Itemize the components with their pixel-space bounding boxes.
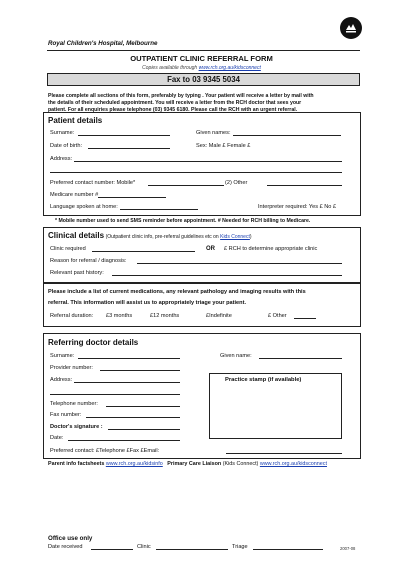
doctor-given-name-label: Given name: [220, 353, 252, 359]
doctor-telephone-label: Telephone number: [50, 401, 98, 407]
patient-details-title: Patient details [48, 116, 103, 125]
office-triage-label: Triage [232, 544, 248, 550]
patient-medicare-label: Medicare number # [50, 192, 99, 198]
referral-reason-label: Reason for referral / diagnosis: [50, 258, 127, 264]
office-use-title: Office use only [48, 535, 93, 542]
patient-language-label: Language spoken at home: [50, 204, 118, 210]
past-history-field[interactable] [112, 275, 342, 276]
rch-logo-mark-icon [340, 17, 362, 39]
footer-links [48, 461, 327, 468]
hospital-name: Royal Children's Hospital, Melbourne [48, 40, 158, 47]
referral-reason-field[interactable] [137, 263, 342, 264]
form-version: 2007-08 [340, 546, 356, 551]
patient-dob-label: Date of birth: [50, 143, 83, 149]
patient-address-label: Address: [50, 156, 73, 162]
duration-other-option[interactable]: £ Other [268, 313, 287, 319]
factsheets-link[interactable]: www.rch.org.au/kidsinfo [105, 461, 163, 467]
patient-interpreter-options[interactable]: Interpreter required: Yes £ No £ [258, 204, 337, 210]
patient-sex-options[interactable]: Sex: Male £ Female £ [196, 143, 251, 149]
doctor-fax-field[interactable] [86, 417, 180, 418]
medications-line-2: referral. This information will assist us to appropriately triage your patient. [48, 300, 246, 306]
date-received-field[interactable] [91, 549, 133, 550]
patient-surname-field[interactable] [78, 135, 170, 136]
office-clinic-label: Clinic [137, 544, 151, 550]
clinical-title-note: (Outpatient clinic info, pre-referral guidelines etc on [105, 234, 221, 240]
provider-number-field[interactable] [100, 370, 180, 371]
patient-address-field-1[interactable] [74, 161, 342, 162]
office-triage-field[interactable] [253, 549, 323, 550]
factsheets-label: Parent info factsheets [48, 461, 105, 467]
copies-note [0, 65, 403, 72]
preferred-email-field[interactable] [226, 453, 342, 454]
patient-other-contact-field[interactable] [267, 185, 342, 186]
duration-12-months-option[interactable]: £12 months [150, 313, 180, 319]
patient-medicare-field[interactable] [98, 197, 166, 198]
date-received-label: Date received [48, 544, 83, 550]
patient-contact-label: Preferred contact number: Mobile* [50, 180, 136, 186]
doctor-signature-field[interactable] [108, 429, 180, 430]
doctor-address-label: Address: [50, 377, 73, 383]
clinic-required-label: Clinic required [50, 246, 86, 252]
form-title: OUTPATIENT CLINIC REFERRAL FORM [130, 54, 273, 63]
patient-given-names-label: Given names: [196, 130, 231, 136]
patient-given-names-field[interactable] [233, 135, 341, 136]
liaison-text: (Kids Connect) [222, 461, 259, 467]
referral-duration-label: Referral duration: [50, 313, 94, 319]
referring-doctor-title: Referring doctor details [48, 338, 139, 347]
liaison-link[interactable]: www.rch.org.au/kidsconnect [259, 461, 327, 467]
rch-determine-clinic-option[interactable]: £ RCH to determine appropriate clinic [224, 246, 318, 252]
clinic-required-field[interactable] [92, 251, 195, 252]
doctor-given-name-field[interactable] [259, 358, 342, 359]
patient-details-section [43, 112, 361, 216]
doctor-address-field-1[interactable] [74, 382, 180, 383]
doctor-signature-label: Doctor's signature : [50, 424, 103, 430]
patient-other-contact-label: (2) Other [225, 180, 248, 186]
doctor-surname-label: Surname: [50, 353, 75, 359]
doctor-fax-label: Fax number: [50, 412, 82, 418]
copies-prefix: Copies available through [142, 65, 199, 71]
patient-surname-label: Surname: [50, 130, 75, 136]
doctor-telephone-field[interactable] [106, 406, 180, 407]
doctor-surname-field[interactable] [78, 358, 180, 359]
doctor-date-label: Date: [50, 435, 64, 441]
patient-dob-field[interactable] [88, 148, 170, 149]
preferred-contact-options[interactable]: Preferred contact: £Telephone £Fax £Email: [50, 448, 160, 454]
clinical-or-label: OR [206, 246, 215, 252]
duration-3-months-option[interactable]: £3 months [106, 313, 133, 319]
doctor-date-field[interactable] [68, 440, 180, 441]
instructions-line-2: the details of their scheduled appointment. You will receive a letter from the RCH doctor that sees your [48, 100, 302, 106]
instructions-line-1: Please complete all sections of this form, preferably by typing . Your patient will receive a letter by mail with [48, 93, 314, 99]
clinical-title-close: ) [249, 234, 252, 240]
patient-footnote: * Mobile number used to send SMS reminder before appointment. # Needed for RCH billing to Medicare. [55, 218, 311, 224]
rch-logo [340, 17, 362, 39]
liaison-label: Primary Care Liaison [167, 461, 222, 467]
clinical-details-heading [48, 232, 252, 241]
patient-mobile-field[interactable] [148, 185, 224, 186]
fax-banner-text: Fax to 03 9345 5034 [167, 75, 240, 84]
patient-language-field[interactable] [120, 209, 198, 210]
doctor-address-field-2[interactable] [50, 394, 180, 395]
instructions-line-3: patient. For all enquiries please telephone (03) 9345 6180. Please call the RCH with an urgent referral. [48, 107, 298, 113]
duration-other-field[interactable] [294, 318, 316, 319]
copies-link[interactable]: www.rch.org.au/kidsconnect [198, 65, 261, 71]
past-history-label: Relevant past history: [50, 270, 104, 276]
provider-number-label: Provider number: [50, 365, 93, 371]
clinical-details-title: Clinical details [48, 231, 105, 240]
duration-indefinite-option[interactable]: £Indefinite [206, 313, 232, 319]
kids-connect-link[interactable]: Kids Connect [220, 234, 250, 240]
fax-banner [47, 73, 360, 86]
practice-stamp-label: Practice stamp (if available) [225, 377, 302, 383]
office-clinic-field[interactable] [156, 549, 228, 550]
medications-line-1: Please include a list of current medications, any relevant pathology and imaging results with this [48, 289, 306, 295]
header-rule [47, 50, 360, 51]
patient-address-field-2[interactable] [50, 172, 342, 173]
